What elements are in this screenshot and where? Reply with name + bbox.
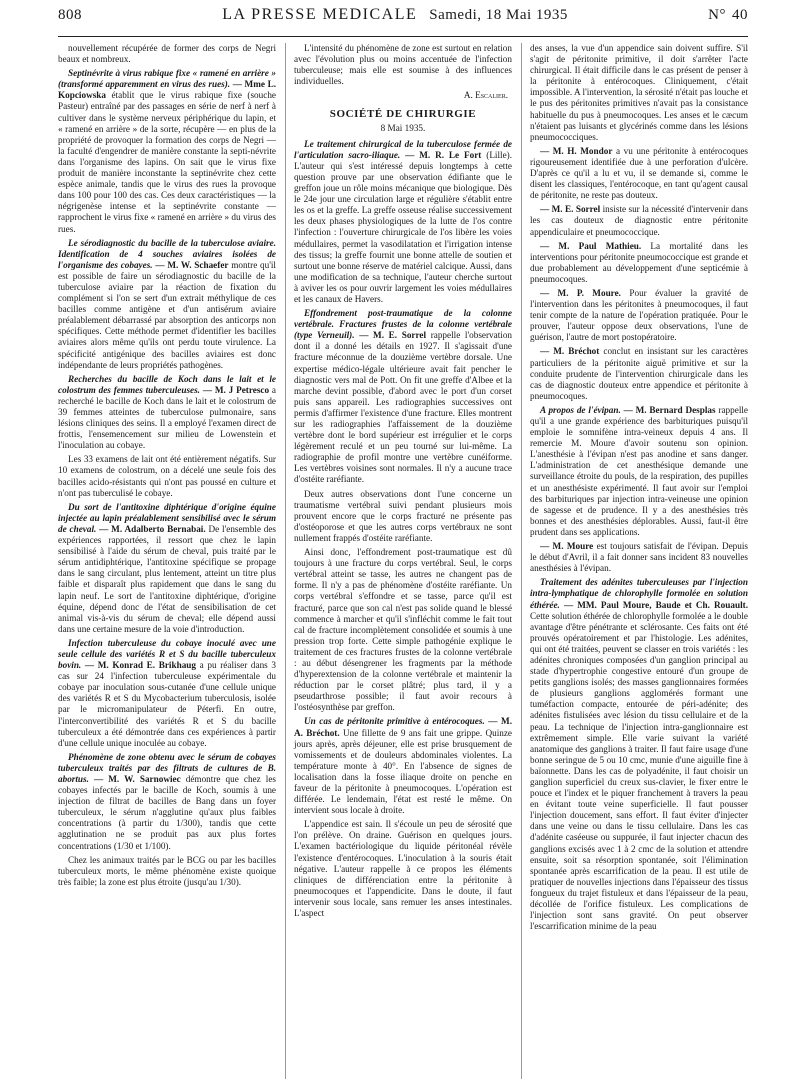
article-heading: Infection tuberculeuse du cobaye inoculé avec une seule cellule des variétés R et S du bacille tuberculeux bovin.	[58, 637, 276, 671]
article-text: Ainsi donc, l'effondrement post-traumatique est dû toujours à une fracture du corps vertébral. Seul, le corps vertébral atteint se tasse, les autres ne changent pas de forme. Il n'y a pas de phénomène d'ostéite raréfiante. Un corps vertébral s'effondre et se tasse, parce qu'il est fracturé, parce que son cal n'est pas solide quand le blessé commence à marcher et qu'il s'infléchit comme le fait tout cal de fracture incomplètement consolidée et soumis à une pression trop forte. Cette simple pathogénie explique le traitement de ces fractures frustes de la colonne vertébrale : au début désengrener les fragments par la méthode d'hyperextension de la colonne vertébrale et maintenir la réduction par le corset plâtré; plus tard, il y a pseudarthrose possible; il faut avoir recours à l'ostéosynthèse par greffon.	[294, 547, 512, 713]
article-author: — M. Adalberto Bernabai.	[99, 523, 206, 534]
article-text: est toujours satisfait de l'évipan. Depuis le début d'Avril, il a fait donner sans incident 83 nouvelles anesthésies à l'évipan.	[530, 541, 748, 574]
article-heading: Du sort de l'antitoxine diphtérique d'origine équine injectée au lapin préalablement sensibilisé avec le sérum de cheval.	[58, 501, 276, 534]
article-text: établit que le virus rabique fixe (souche Pasteur) entraîné par des passages en série de nerf à nerf à cultiver dans le système nerveux périphérique du lapin, et « ramené en arrière » de la sorte, récupère — en plus de la propriété de provoquer la formation des corps de Negri — la faculté d'engendrer de manière constante la septi-névrite dans l'organisme des lapins. On sait que le virus fixe produit de manière inconstante la septinévrite chez cette espèce animale, tandis que le virus des rues la provoque dans 100 pour 100 des cas. Ces deux caractéristiques — la négrigenèse intense et la septinévrite constante — rapprochent le virus fixe « ramené en arrière » du virus des rues.	[58, 90, 276, 234]
article-paragraph	[58, 502, 276, 635]
article-text: Chez les animaux traités par le BCG ou par les bacilles tuberculeux morts, le même phénomène existe quoique très faible; la zone est plus étroite (jusqu'au 1/30).	[58, 854, 276, 887]
issue-number: 40	[731, 7, 748, 23]
article-paragraph	[58, 374, 276, 452]
article-author: — MM. Paul Moure, Baude et Ch. Rouault.	[563, 599, 748, 610]
article-paragraph	[530, 541, 748, 574]
article-text: (Lille). L'auteur qui s'est intéressé depuis longtemps à cette question prouve par une observation édifiante que le greffon joue un rôle moins mécanique que biologique. Dès le 24e jour une circulation large et régulière s'établit entre les os et la greffe. La greffe osseuse réalise successivement les deux phases physiologiques de la lutte de l'os contre l'infection : l'ouverture chirurgicale de l'os libère les voies médullaires, permet la vasodilatation et l'irrigation intense des tissus; la greffe fournit une bonne attelle de soutien et surtout une bonne réserve de matériel calcique. Aussi, dans une modification de sa technique, l'auteur cherche surtout à aviver les os pour ouvrir largement les voies médullaires et les canaux de Havers.	[294, 149, 512, 304]
article-text: De l'ensemble des expériences rapportées, il ressort que chez le lapin sensibilisé à l'aide du sérum de cheval, puis traité par le sérum antidiphtérique, l'antitoxine spécifique se propage dans le sang circulant, plus lentement, atteint un titre plus faible et disparaît plus rapidement que dans le sang du lapin neuf. Le sort de l'antitoxine diphtérique, d'origine équine, dépend donc de l'état de sensibilisation de cet animal vis-à-vis du sérum de cheval; elle dépend aussi dans une certaine mesure de la voie d'introduction.	[58, 523, 276, 634]
article-author: — M. J Petresco	[202, 384, 270, 395]
article-author: — M. R. Le Fort	[405, 149, 482, 160]
article-author: — M. E. Sorrel	[359, 330, 427, 341]
article-paragraph	[530, 146, 748, 201]
article-author: — M. E. Sorrel	[540, 204, 601, 215]
article-paragraph	[294, 489, 512, 544]
article-heading: Un cas de péritonite primitive à entérocoques.	[304, 716, 485, 727]
section-title: SOCIÉTÉ DE CHIRURGIE	[329, 108, 477, 121]
journal-title: LA PRESSE MEDICALE	[222, 6, 418, 23]
article-author: — M. Bréchot	[540, 346, 600, 357]
column-2	[285, 43, 512, 1079]
article-paragraph	[294, 308, 512, 486]
article-heading: A propos de l'évipan.	[540, 404, 621, 415]
article-author: — M. A. Bréchot.	[294, 716, 512, 738]
article-text: rappelle qu'il a une grande expérience des barbituriques puisqu'il emploie le somnifène intra-veineux depuis 4 ans. Il remercie M. Moure d'avoir soutenu son opinion. L'anesthésie à l'évipan n'est pas anodine et sans danger. L'administration de cet anesthésique demande une surveillance étroite du pouls, de la respiration, des pupilles et un anesthésiste expérimenté. Il faut avoir sur l'emploi des barbituriques par injection intra-veineuse une opinion de sagesse et de prudence. Il y a des anesthésies très bonnes et des anesthésies déplorables. Aussi, faut-il être prudent dans ses applications.	[530, 404, 748, 537]
article-text: a recherché le bacille de Koch dans le lait et le colostrum de 39 femmes atteintes de tuberculose pulmonaire, sans lésions cliniques des seins. Il a employé l'examen direct de frottis, l'ensemencement sur milieu de Lowenstein et l'inoculation au cobaye.	[58, 384, 276, 451]
article-paragraph	[530, 241, 748, 285]
article-text: montre qu'il est possible de faire un sérodiagnostic du bacille de la tuberculose aviaire par la réaction de fixation du complément si l'on se sert d'un extrait méthylique de ces bacilles comme antigène et d'un antisérum aviaire préalablement débarrassé par absorption des anticorps non spécifiques. Cette méthode permet d'identifier les bacilles aviaires alors même qu'ils ont perdu toute virulence. La spécificité antigénique des bacilles aviaires est donc indépendante de leurs propriétés pathogènes.	[58, 259, 276, 370]
article-text: La mortalité dans les interventions pour péritonite pneumococcique est grande et due probablement au développement d'une septicémie à pneumocoques.	[530, 240, 748, 284]
article-paragraph	[58, 638, 276, 749]
page-number: 808	[58, 7, 82, 23]
article-text: Pour évaluer la gravité de l'intervention dans les péritonites à pneumocoques, il faut tenir compte de la nature de l'opération pratiquée. Pour le prouver, l'auteur oppose deux observations, l'une de guérison, l'autre de mort postopératoire.	[530, 287, 748, 343]
article-paragraph	[294, 716, 512, 816]
article-author: — M. W. Sarnowiec	[93, 774, 181, 784]
article-paragraph	[294, 139, 512, 305]
article-paragraph	[58, 454, 276, 498]
article-paragraph	[530, 288, 748, 343]
article-heading: Le sérodiagnostic du bacille de la tuberculose aviaire. Identification de 4 souches aviaires isolées de l'organisme des cobayes.	[58, 237, 276, 270]
article-text: L'intensité du phénomène de zone est surtout en relation avec l'évolution plus ou moins accentuée de l'infection tuberculeuse; mais elle est soumise à des influences individuelles.	[294, 43, 512, 87]
article-signature: A. Escalier.	[463, 90, 508, 101]
page-header	[58, 6, 748, 37]
article-author: — M. W. Schaefer	[155, 259, 229, 270]
article-paragraph	[58, 43, 276, 65]
article-paragraph	[530, 577, 748, 932]
article-text: Deux autres observations dont l'une concerne un traumatisme vertébral suivi pendant plusieurs mois prouvent encore que le corps fracturé ne présente pas d'ostéoporose et que les autres corps vertébraux ne sont nullement frappés d'ostéite raréfiante.	[294, 488, 512, 543]
article-text: a pu réaliser dans 3 cas sur 24 l'infection tuberculeuse expérimentale du cobaye par inoculation sous-cutanée d'une cellule unique des variétés R et S du Mycobacterium tuberculosis, isolée par le micromanipulateur de Péterfi. En outre, l'interconvertibilité des variétés R et S du bacille tuberculeux a été démontrée dans ces expériences à partir d'une cellule unique inoculée au cobaye.	[58, 660, 276, 748]
article-text: rappelle l'observation dont il a donné les détails en 1927. Il s'agissait d'une fracture méconnue de la douzième vertèbre dorsale. Une expertise médico-légale ultérieure avait fait pencher le diagnostic vers mal de Pott. On fit une greffe d'Albee et la marche devint possible, d'abord avec le port d'un corset puis sans appareil. Les radiographies successives ont permis d'affirmer l'existence d'une fracture. Elles montrent sur les radiographies l'affaissement de la douzième vertèbre dont le bord supérieur est irrégulier et le corps légèrement reculé et un peu tourné sur lui-même. La radiographie de profil montre une vertèbre cunéiforme. Les vertèbres voisines sont normales. Il n'y a aucune trace d'ostéite raréfiante.	[294, 330, 512, 485]
columns	[58, 43, 748, 1079]
article-paragraph	[58, 752, 276, 852]
article-author: — M. Konrad E. Brikhaug	[84, 660, 196, 671]
article-author: — M. P. Moure.	[540, 287, 621, 298]
article-text: L'appendice est sain. Il s'écoule un peu de sérosité que l'on prélève. On draine. Guérison en quelques jours. L'examen bactériologique du liquide péritonéal révèle l'existence d'entérocoques. L'inoculation à la souris était négative. L'auteur rappelle à ce propos les éléments cliniques de différenciation entre la péritonite à pneumocoques et l'appendicite. Dans le doute, il faut intervenir sous locale, sans remuer les anses intestinales. L'aspect	[294, 819, 512, 919]
issue-date: Samedi, 18 Mai 1935	[429, 7, 568, 23]
article-author: — Mme L. Kopciowska	[58, 79, 276, 101]
article-heading: Effondrement post-traumatique de la colonne vertébrale. Fractures frustes de la colonne vertébrale (type Verneuil).	[294, 308, 512, 341]
article-text: Une fillette de 9 ans fait une grippe. Quinze jours après, après déjeuner, elle est prise brusquement de vomissements et de douleurs abdominales violentes. La température monte à 40°. En l'absence de signes de localisation dans la fosse iliaque droite on penche en faveur de la péritonite à pneumocoques. L'opération est différée. Le lendemain, l'état est resté le même. On intervient sous locale à droite.	[294, 727, 512, 816]
article-text: Les 33 examens de lait ont été entièrement négatifs. Sur 10 examens de colostrum, on a décelé une seule fois des bacilles acido-résistants qui n'ont pas poussé en culture et n'ont pas tuberculisé le cobaye.	[58, 454, 276, 498]
article-text: nouvellement récupérée de former des corps de Negri beaux et nombreux.	[58, 43, 276, 65]
article-paragraph	[530, 346, 748, 401]
article-paragraph	[58, 238, 276, 371]
section-date: 8 Mai 1935.	[380, 122, 426, 133]
article-paragraph	[58, 855, 276, 888]
article-text: a vu une péritonite à entérocoques rigoureusement identifiée due à une perforation d'ulcère. D'après ce qu'il a lu et vu, il se demande si, comme le disent les classiques, l'entérocoque, en tant qu'agent causal de péritonite, ne reste pas douteux.	[530, 145, 748, 201]
article-paragraph	[530, 43, 748, 143]
article-paragraph	[294, 819, 512, 919]
column-3	[521, 43, 748, 1079]
article-author: — M. Bernard Desplas	[623, 404, 716, 415]
article-text: Cette solution éthérée de chlorophylle formolée a le double avantage d'être pénétrante et sclérosante. Ces faits ont été prouvés opératoirement et par l'histologie. Les adénites, qui ont été traitées, peuvent se classer en trois variétés : les adénites chroniques composées d'un ganglion principal au stade d'hypertrophie congestive entouré d'un groupe de petits ganglions isolés; des masses ganglionnaires formées de plusieurs ganglions agglomérés formant une tuméfaction compacte, entourée de péri-adénite; des adénites fistulisées avec lésion du tissu cellulaire et de la peau. La technique de l'injection intra-ganglionnaire est extrêmement simple. Elle varie suivant la variété anatomique des ganglions à traiter. Il faut faire usage d'une bonne seringue de 5 ou 10 cmc, munie d'une aiguille fine à baïonnette. Dans les cas de polyadénite, il faut choisir un ganglion superficiel du creux sus-clavier, le fixer entre le pouce et l'index et le piquer franchement à travers la peau en évitant toute veine superficielle. Il faut pousser l'injection doucement, sans effort. Il faut éviter d'injecter dans une veine ou dans le tissu cellulaire. Dans les cas d'adénite caséeuse ou suppurée, il faut injecter chacun des ganglions excisés avec 1 à 2 cmc de la solution et attendre ensuite, soit sa résorption spontanée, soit l'élimination spontanée après escarrification de la peau. Il est utile de pratiquer de nouvelles injections dans l'épaisseur des tissus fongueux du trajet fistuleux et dans l'épaisseur de la peau, décollée de l'orifice fistuleux. Les complications de l'injection sont sans gravité. On peut observer l'escarrification minime de la peau	[530, 610, 748, 932]
article-heading: Le traitement chirurgical de la tuberculose fermée de l'articulation sacro-iliaque.	[294, 138, 512, 160]
article-text: conclut en insistant sur les caractères particuliers de la péritonite aiguë primitive et sur la conduite prudente de l'intervention chirurgicale dans les cas de diagnostic douteux entre appendice et péritonite à pneumocoques.	[530, 346, 748, 401]
article-heading: Phénomène de zone obtenu avec le sérum de cobayes tuberculeux traités par des filtrats de cultures de B. abortus.	[58, 751, 276, 784]
journal-title-group	[222, 6, 568, 24]
article-paragraph	[294, 43, 512, 87]
column-1	[58, 43, 276, 1079]
article-author: — M. Paul Mathieu.	[540, 240, 642, 251]
issue-number-group	[708, 7, 748, 24]
article-paragraph	[530, 405, 748, 538]
article-text: démontre que chez les cobayes infectés par le bacille de Koch, soumis à une injection de filtrat de bacilles de Bang dans un foyer tuberculeux, le sérum n'agglutine qu'aux plus faibles concentrations (à partir du 1/300), tandis que cette agglutination ne se produit pas aux plus fortes concentrations (1/30 et 1/100).	[58, 774, 276, 851]
article-author: — M. H. Mondor	[540, 145, 613, 156]
article-author: — M. Moure	[540, 541, 594, 552]
article-heading: Traitement des adénites tuberculeuses par l'injection intra-lymphatique de chlorophylle formolée en solution éthérée.	[530, 577, 748, 610]
article-heading: Recherches du bacille de Koch dans le lait et le colostrum des femmes tuberculeuses.	[58, 373, 276, 395]
article-paragraph	[530, 204, 748, 237]
article-heading: Septinévrite à virus rabique fixe « ramené en arrière » (transformé apparemment en virus des rues).	[58, 68, 276, 90]
article-text: insiste sur la nécessité d'intervenir dans les cas douteux de diagnostic entre péritonite appendiculaire et pneumococcique.	[530, 204, 748, 237]
article-paragraph	[294, 547, 512, 713]
issue-label: N°	[708, 7, 726, 23]
article-paragraph	[58, 68, 276, 234]
article-text: des anses, la vue d'un appendice sain doivent suffire. S'il s'agit de péritonite primitive, il doit s'arrêter l'acte chirurgical. Il était difficile dans le cas présent de penser à la péritonite à entérocoques. Cliniquement, c'était impossible. A l'intervention, la sérosité n'était pas louche et le pus des péritonites primitives n'avait pas la consistance habituelle du pus à pneumocoques. Les anses et le cæcum n'étaient pas luisants et glycérinés comme dans les lésions pneumococciques.	[530, 43, 748, 142]
